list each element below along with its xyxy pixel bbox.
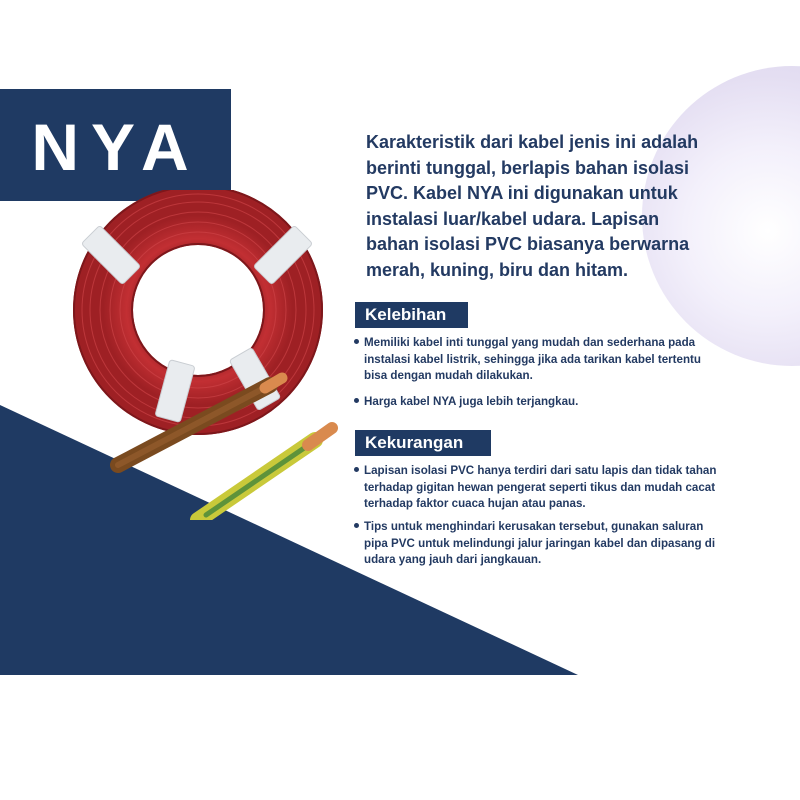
bullet-line: Lapisan isolasi PVC hanya terdiri dari satu lapis dan tidak tahan	[364, 464, 717, 477]
bullet-line: Memiliki kabel inti tunggal yang mudah dan sederhana pada	[364, 336, 696, 349]
advantages-heading: Kelebihan	[355, 302, 468, 328]
advantage-item	[364, 335, 794, 385]
disadvantages-heading: Kekurangan	[355, 430, 491, 456]
intro-line: instalasi luar/kabel udara. Lapisan	[366, 208, 660, 229]
intro-line: PVC. Kabel NYA ini digunakan untuk	[366, 183, 678, 203]
bullet-line: Harga kabel NYA juga lebih terjangkau.	[364, 395, 579, 408]
bullet-line: terhadap gigitan hewan pengerat seperti tikus dan mudah cacat	[364, 480, 716, 494]
bullet-line: pipa PVC untuk melindungi jalur jaringan kabel dan dipasang di	[364, 536, 716, 550]
advantage-item	[364, 394, 794, 411]
bullet-line: udara yang jauh dari jangkauan.	[364, 553, 542, 566]
bullet-line: instalasi kabel listrik, sehingga jika ada tarikan kabel tertentu	[364, 352, 701, 366]
bullet-dot	[354, 523, 359, 528]
intro-line: Karakteristik dari kabel jenis ini adalah	[366, 132, 699, 152]
intro-line: merah, kuning, biru dan hitam.	[366, 259, 629, 280]
bullet-line: terhadap faktor cuaca hujan atau panas.	[364, 497, 586, 510]
bullet-line: bisa dengan mudah dilakukan.	[364, 369, 533, 382]
disadvantage-item	[364, 463, 794, 513]
bullet-line: Tips untuk menghindari kerusakan tersebut, gunakan saluran	[364, 520, 704, 533]
intro-line: bahan isolasi PVC biasanya berwarna	[366, 234, 690, 254]
bullet-dot	[354, 339, 359, 344]
intro-paragraph	[366, 130, 796, 283]
bullet-dot	[354, 467, 359, 472]
page-title: NYA	[31, 110, 201, 184]
bullet-dot	[354, 398, 359, 403]
intro-line: berinti tunggal, berlapis bahan isolasi	[366, 157, 690, 178]
cable-coil-image	[70, 190, 350, 520]
disadvantage-item	[364, 519, 794, 569]
